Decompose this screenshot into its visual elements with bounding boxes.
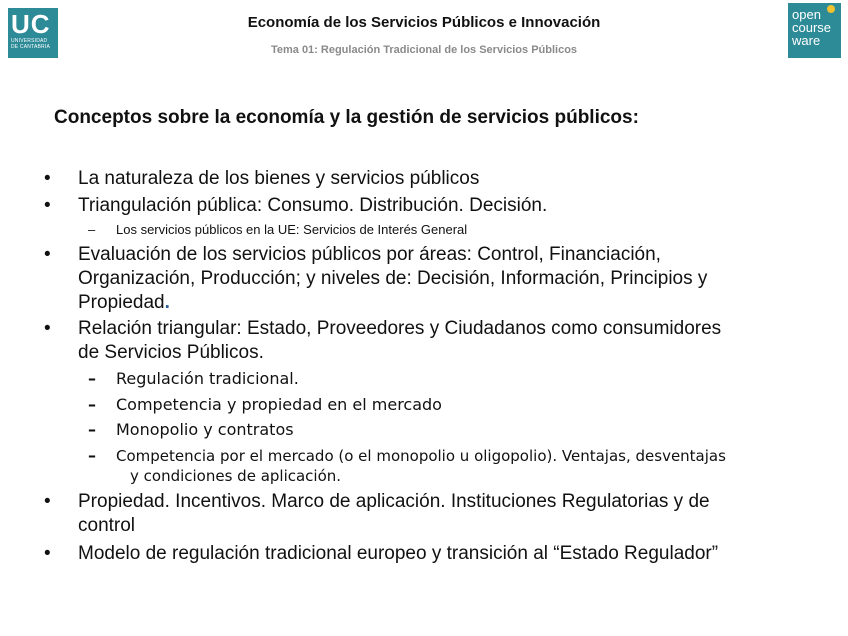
item-text-line: Relación triangular: Estado, Proveedores y Ciudadanos como consumidores xyxy=(78,318,722,339)
item-text: Los servicios públicos en la UE: Servicios de Interés General xyxy=(116,222,468,237)
item-text: Monopolio y contratos xyxy=(116,420,294,439)
item-text: Regulación tradicional. xyxy=(116,369,299,388)
logo-uc-text: UC xyxy=(11,9,51,39)
bullet-marker: • xyxy=(44,318,51,339)
sub-list-item xyxy=(88,395,826,415)
item-text: Triangulación pública: Consumo. Distribución. Decisión. xyxy=(78,195,548,216)
sub-list-item xyxy=(88,222,826,238)
sub-list-item xyxy=(88,369,826,389)
logo-dot-icon xyxy=(827,5,835,13)
dash-marker: – xyxy=(88,446,96,465)
bullet-marker: • xyxy=(44,195,51,216)
opencourseware-logo xyxy=(788,3,841,58)
sub-list-item xyxy=(88,420,826,440)
list-item xyxy=(44,490,833,538)
item-text-line: de Servicios Públicos. xyxy=(78,342,264,363)
bullet-marker: • xyxy=(44,491,51,512)
logo-uc-line1: UNIVERSIDAD xyxy=(11,38,48,44)
item-text: Competencia y propiedad en el mercado xyxy=(116,395,442,414)
bullet-marker: • xyxy=(44,244,51,265)
sub-list-item xyxy=(88,446,826,486)
logo-ocw-line3: ware xyxy=(792,33,821,48)
bullet-marker: • xyxy=(44,168,51,189)
lesson-subtitle: Tema 01: Regulación Tradicional de los Servicios Públicos xyxy=(270,44,578,56)
logo-ocw-line1: open xyxy=(792,7,821,22)
list-item xyxy=(44,167,833,191)
item-text-line: Organización, Producción; y niveles de: Decisión, Información, Principios y xyxy=(78,268,708,289)
item-text-line: control xyxy=(78,515,136,536)
bullet-marker: • xyxy=(44,543,51,564)
item-text: La naturaleza de los bienes y servicios públicos xyxy=(78,168,480,189)
item-text-line xyxy=(78,291,833,315)
item-text-line: Propiedad. Incentivos. Marco de aplicación. Instituciones Regulatorias y de xyxy=(78,491,710,512)
item-text-line: Evaluación de los servicios públicos por áreas: Control, Financiación, xyxy=(78,244,661,265)
dash-marker: – xyxy=(88,395,96,414)
dash-marker: – xyxy=(88,222,96,237)
dash-marker: – xyxy=(88,420,96,439)
list-item xyxy=(44,243,833,315)
list-item xyxy=(44,194,833,218)
logo-ocw-line2: course xyxy=(792,20,832,35)
dash-marker: – xyxy=(88,369,96,388)
item-text-line: y condiciones de aplicación. xyxy=(130,467,342,485)
slide-heading: Conceptos sobre la economía y la gestión de servicios públicos: xyxy=(54,107,639,128)
item-text-line: Competencia por el mercado (o el monopolio u oligopolio). Ventajas, desventajas xyxy=(116,447,726,465)
item-text: Modelo de regulación tradicional europeo y transición al “Estado Regulador” xyxy=(78,543,719,564)
accent-period: . xyxy=(164,292,170,313)
list-item xyxy=(44,542,833,566)
item-text: Propiedad xyxy=(78,292,165,313)
list-item xyxy=(44,317,833,365)
logo-uc-line2: DE CANTABRIA xyxy=(11,44,50,50)
course-title: Economía de los Servicios Públicos e Innovación xyxy=(247,14,601,31)
